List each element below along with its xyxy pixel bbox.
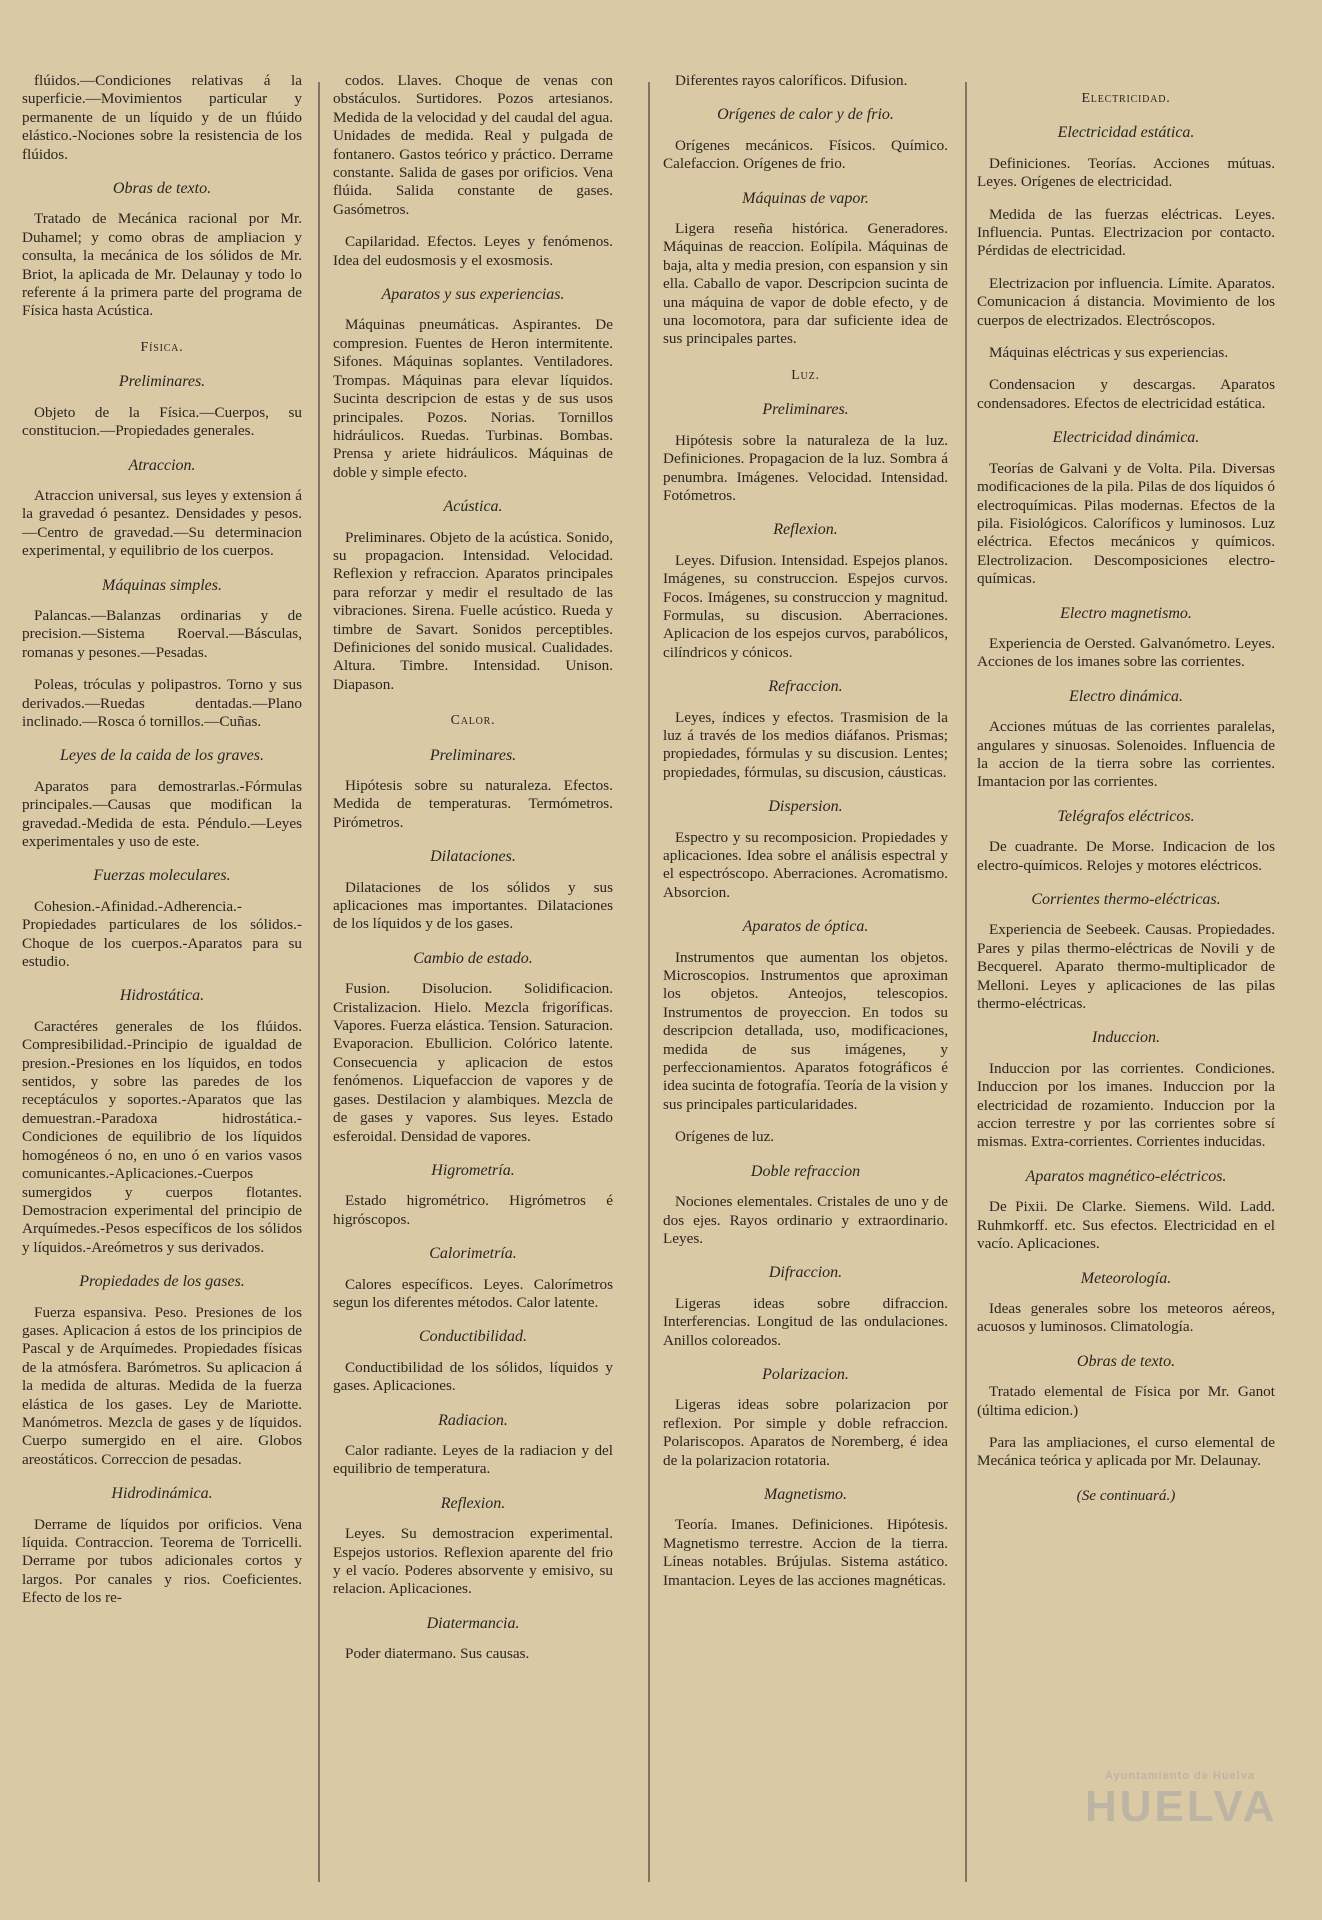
section-heading: Conductibilidad. — [419, 1328, 527, 1346]
section-heading: Meteorología. — [1080, 1269, 1172, 1287]
column-divider — [965, 82, 967, 1882]
section-heading: Electro magnetismo. — [1060, 604, 1192, 622]
section-heading: Difraccion. — [768, 1264, 843, 1282]
section-heading: Aparatos de óptica. — [742, 918, 869, 936]
paragraph: Instrumentos que aumentan los objetos. Microscopios. Instrumentos que aproximan los objetos. Anteojos, telescopios. Instrumentos de proyeccion. En todos su descripcion detallada, uso, modificaciones, medida de sus imágenes, y perfeccionamientos. Aparatos fotográficos é idea sucinta de fotografía. Teoría de la vision y sus principales particularidades. — [663, 948, 949, 1113]
paragraph: Ideas generales sobre los meteoros aéreos, acuosos y luminosos. Climatología. — [977, 1299, 1275, 1336]
section-heading: Preliminares. — [429, 746, 517, 764]
section-heading: Reflexion. — [440, 1494, 506, 1512]
paragraph: Estado higrométrico. Higrómetros é higróscopos. — [333, 1192, 613, 1228]
paragraph: Poleas, tróculas y polipastros. Torno y sus derivados.—Ruedas dentadas.—Plano inclinado.—Rosca ó tornillos.—Cuñas. — [22, 676, 302, 730]
paragraph: Hipótesis sobre su naturaleza. Efectos. Medida de temperaturas. Termómetros. Pirómetros. — [333, 777, 613, 831]
section-heading: Calor. — [450, 713, 496, 729]
paragraph: Fuerza espansiva. Peso. Presiones de los gases. Aplicacion á estos de los principios de Pascal y de Arquímedes. Propiedades físicas de la atmósfera. Barómetros. Su aplicacion á la medida de alturas. Medida de la fuerza elástica de los gases. Ley de Mariotte. Manómetros. Mezcla de gases y de líquidos. Cuerpo sumergido en el aire. Globos areostáticos. Correccion de pesadas. — [22, 1303, 302, 1468]
paragraph: Nociones elementales. Cristales de uno y de dos ejes. Rayos ordinario y extraordinario. Leyes. — [663, 1193, 948, 1247]
section-heading: Leyes de la caida de los graves. — [60, 747, 264, 765]
paragraph: Derrame de líquidos por orificios. Vena líquida. Contraccion. Teorema de Torricelli. Derrame por tubos adicionales cortos y largos. Por canales y rios. Coeficientes. Efecto de los re- — [22, 1515, 302, 1607]
section-heading: Doble refraccion — [750, 1162, 861, 1180]
paragraph: Atraccion universal, sus leyes y extension á la gravedad ó pesantez. Densidades y pesos.—Centro de gravedad.—Su determinacion experimental, y equilibrio de los cuerpos. — [22, 486, 302, 560]
paragraph: Máquinas pneumáticas. Aspirantes. De compresion. Fuentes de Heron intermitente. Sifones. Máquinas soplantes. Ventiladores. Trompas. Máquinas para elevar líquidos. Sucinta descripcion de estas y de sus usos principales. Pozos. Norias. Tornillos hidráulicos. Ruedas. Turbinas. Bombas. Prensa y ariete hidráulicos. Máquinas de doble y simple efecto. — [333, 316, 613, 481]
section-heading: Radiacion. — [438, 1411, 508, 1429]
section-heading: Magnetismo. — [763, 1485, 848, 1503]
paragraph: Medida de las fuerzas eléctricas. Leyes. Influencia. Puntas. Electrizacion por contacto. Pérdidas de electricidad. — [977, 205, 1275, 260]
section-heading: Induccion. — [1092, 1029, 1160, 1047]
section-heading: Fuerzas moleculares. — [93, 867, 231, 885]
column-2 — [333, 72, 613, 1678]
section-heading: Acústica. — [443, 498, 503, 516]
paragraph: codos. Llaves. Choque de venas con obstáculos. Surtidores. Pozos artesianos. Medida de la velocidad y del caudal del agua. Unidades de medida. Real y pulgada de fontanero. Gastos teórico y práctico. Derrame constante. Salida de gases por orificios. Vena flúida. Salida constante de gases. Gasómetros. — [333, 72, 613, 218]
paragraph: Experiencia de Oersted. Galvanómetro. Leyes. Acciones de los imanes sobre las corrientes. — [977, 634, 1275, 671]
paragraph: Objeto de la Física.—Cuerpos, su constitucion.—Propiedades generales. — [22, 403, 302, 440]
paragraph: De Pixii. De Clarke. Siemens. Wild. Ladd. Ruhmkorff. etc. Sus efectos. Electricidad en el vacío. Aplicaciones. — [977, 1198, 1275, 1253]
paragraph: Condensacion y descargas. Aparatos condensadores. Efectos de electricidad estática. — [977, 376, 1275, 412]
paragraph: Máquinas eléctricas y sus experiencias. — [989, 344, 1229, 362]
column-3 — [663, 72, 948, 1604]
continuation-note: (Se continuará.) — [1076, 1486, 1176, 1504]
section-heading: Física. — [140, 339, 184, 355]
section-heading: Máquinas de vapor. — [742, 189, 869, 207]
section-heading: Dispersion. — [768, 798, 843, 816]
section-heading: Electro dinámica. — [1068, 687, 1184, 705]
section-heading: Hidrodinámica. — [111, 1485, 213, 1503]
paragraph: Leyes. Su demostracion experimental. Espejos ustorios. Reflexion aparente del frio y el vacío. Poderes absorvente y emisivo, su relacion. Aplicaciones. — [333, 1525, 613, 1598]
paragraph: Para las ampliaciones, el curso elemental de Mecánica teórica y aplicada por Mr. Delaunay. — [977, 1433, 1275, 1470]
section-heading: Reflexion. — [773, 521, 838, 539]
paragraph: Capilaridad. Efectos. Leyes y fenómenos. Idea del eudosmosis y el exosmosis. — [333, 233, 613, 269]
section-heading: Corrientes thermo-eléctricas. — [1031, 891, 1221, 908]
paragraph: Induccion por las corrientes. Condiciones. Induccion por los imanes. Induccion por la electricidad de rozamiento. Induccion por la accion terrestre y por las corrientes sobre sí mismas. Extra-corrientes. Corrientes inducidas. — [977, 1059, 1275, 1151]
paragraph: Aparatos para demostrarlas.-Fórmulas principales.—Causas que modifican la gravedad.-Medida de esta. Péndulo.—Leyes experimentales y uso de este. — [22, 777, 302, 850]
section-heading: Preliminares. — [762, 401, 849, 419]
paragraph: Palancas.—Balanzas ordinarias y de precision.—Sistema Roerval.—Básculas, romanas y pesones.—Pesadas. — [22, 606, 302, 661]
paragraph: flúidos.—Condiciones relativas á la superficie.—Movimientos particular y permanente de un líquido y de un flúido elástico.-Nociones sobre la resistencia de los flúidos. — [22, 72, 302, 163]
paragraph: Caractéres generales de los flúidos. Compresibilidad.-Principio de igualdad de presion.-Presiones en los líquidos, en todos sentidos, y sobre las paredes de los receptáculos y soportes.-Aparatos que las demuestran.-Paradoxa hidrostática.-Condiciones de equilibrio de los líquidos homogéneos ó no, en uno ó en varios vasos comunicantes.-Aplicaciones.-Cuerpos sumergidos y cuerpos flotantes. Demostracion experimental del principio de Arquímedes.-Pesos específicos de los sólidos y líquidos.-Areómetros y sus derivados. — [22, 1017, 302, 1256]
column-1 — [22, 72, 302, 1622]
paragraph: Orígenes mecánicos. Físicos. Químico. Calefaccion. Orígenes de frio. — [663, 136, 948, 173]
section-heading: Electricidad estática. — [1057, 124, 1195, 142]
paragraph: Dilataciones de los sólidos y sus aplicaciones mas importantes. Dilataciones de los líquidos y de los gases. — [333, 878, 613, 933]
paragraph: Calor radiante. Leyes de la radiacion y del equilibrio de temperatura. — [333, 1441, 613, 1478]
paragraph: Ligeras ideas sobre polarizacion por reflexion. Por simple y doble refraccion. Polariscopos. Aparatos de Noremberg, é idea de la polarizacion rotatoria. — [663, 1396, 948, 1469]
paragraph: Ligera reseña histórica. Generadores. Máquinas de reaccion. Eolípila. Máquinas de baja, alta y media presion, con espansion y sin ella. Caballo de vapor. Descripcion sucinta de una máquina de vapor de doble efecto, y de una locomotora, para dar suficiente idea de sus principales partes. — [663, 220, 948, 348]
paragraph: Leyes, índices y efectos. Trasmision de la luz á través de los medios diáfanos. Prismas; propiedades, fórmulas y su discusion. Lentes; propiedades, fórmulas, su discusion, cáusticas. — [663, 708, 948, 781]
section-heading: Electricidad dinámica. — [1052, 429, 1200, 447]
paragraph: Tratado de Mecánica racional por Mr. Duhamel; y como obras de ampliacion y consulta, la mecánica de los sólidos de Mr. Briot, la aplicada de Mr. Delaunay y todo lo referente á la primera parte del programa de Física hasta Acústica. — [22, 210, 302, 320]
section-heading: Polarizacion. — [762, 1365, 849, 1383]
paragraph: Calores específicos. Leyes. Calorímetros segun los diferentes métodos. Calor latente. — [333, 1275, 613, 1311]
section-heading: Diatermancia. — [426, 1614, 520, 1632]
paragraph: Fusion. Disolucion. Solidificacion. Cristalizacion. Hielo. Mezcla frigoríficas. Vapores. Fuerza elástica. Tension. Saturacion. Evaporacion. Ebullicion. Colórico latente. Consecuencia y aplicacion de estos fenómenos. Liquefaccion de vapores y de gases. Destilacion y alambiques. Mezcla de de gases y vapores. Sus leyes. Estado esferoidal. Densidad de vapores. — [333, 980, 613, 1145]
section-heading: Telégrafos eléctricos. — [1057, 807, 1195, 825]
section-heading: Máquinas simples. — [102, 576, 222, 594]
paragraph: Teoría. Imanes. Definiciones. Hipótesis. Magnetismo terrestre. Accion de la tierra. Líneas notables. Brújulas. Sistema astático. Imantacion. Leyes de las acciones magnéticas. — [663, 1516, 948, 1589]
section-heading: Aparatos magnético-eléctricos. — [1025, 1167, 1227, 1185]
paragraph: Experiencia de Seebeek. Causas. Propiedades. Pares y pilas thermo-eléctricas de Novili y de Becquerel. Aparato thermo-multiplicador de Melloni. Leyes y aplicaciones de las pilas thermo-eléctricas. — [977, 921, 1275, 1013]
paragraph: Electrizacion por influencia. Límite. Aparatos. Comunicacion á distancia. Movimiento de los cuerpos de electrizados. Electróscopos. — [977, 274, 1275, 329]
paragraph: Definiciones. Teorías. Acciones mútuas. Leyes. Orígenes de electricidad. — [977, 154, 1275, 191]
paragraph: De cuadrante. De Morse. Indicacion de los electro-químicos. Relojes y motores eléctricos. — [977, 838, 1275, 874]
paragraph: Preliminares. Objeto de la acústica. Sonido, su propagacion. Intensidad. Velocidad. Reflexion y refraccion. Aparatos principales para reforzar y medir el resultado de las vibraciones. Sirena. Fuelle acústico. Rueda y timbre de Savart. Sonidos perceptibles. Definiciones del sonido musical. Cualidades. Altura. Timbre. Intensidad. Unison. Diapason. — [333, 528, 613, 693]
column-divider — [318, 82, 320, 1882]
section-heading: Obras de texto. — [1076, 1352, 1176, 1370]
paragraph: Teorías de Galvani y de Volta. Pila. Diversas modificaciones de la pila. Pilas de dos líquidos ó electroquímicas. Pilas modernas. Efectos de la pila. Fisiológicos. Caloríficos y luminosos. Luz eléctrica. Efectos mecánicos y químicos. Electrolizacion. Descomposiciones electro-químicas. — [977, 459, 1275, 588]
section-heading: Obras de texto. — [112, 180, 212, 198]
paragraph: Espectro y su recomposicion. Propiedades y aplicaciones. Idea sobre el análisis espectral y el espectróscopo. Aberraciones. Acromatismo. Absorcion. — [663, 828, 948, 901]
section-heading: Atraccion. — [128, 456, 196, 474]
section-heading: Dilataciones. — [430, 848, 516, 866]
section-heading: Propiedades de los gases. — [79, 1273, 245, 1291]
paragraph: Ligeras ideas sobre difraccion. Interferencias. Longitud de las ondulaciones. Anillos coloreados. — [663, 1294, 948, 1349]
paragraph: Hipótesis sobre la naturaleza de la luz. Definiciones. Propagacion de la luz. Sombra á penumbra. Imágenes. Velocidad. Intensidad. Fotómetros. — [663, 431, 948, 504]
paragraph: Tratado elemental de Física por Mr. Ganot (última edicion.) — [977, 1383, 1275, 1419]
section-heading: Cambio de estado. — [413, 949, 533, 967]
section-heading: Preliminares. — [118, 373, 206, 391]
section-heading: Electricidad. — [1081, 91, 1171, 106]
section-heading: Orígenes de calor y de frio. — [717, 106, 894, 124]
paragraph: Orígenes de luz. — [675, 1128, 775, 1146]
section-heading: Aparatos y sus experiencias. — [381, 286, 565, 304]
paragraph: Leyes. Difusion. Intensidad. Espejos planos. Imágenes, su construccion. Espejos curvos. Focos. Imágenes, su construccion y magnitud. Formulas, su discusion. Aberraciones. Aplicacion de los espejos curvos, parabólicos, cilíndricos y cónicos. — [663, 551, 948, 661]
section-heading: Higrometría. — [431, 1161, 515, 1179]
section-heading: Luz. — [791, 367, 820, 383]
section-heading: Refraccion. — [768, 678, 843, 696]
library-watermark: Ayuntamiento de Huelva HUELVA — [1085, 1770, 1278, 1831]
paragraph: Cohesion.-Afinidad.-Adherencia.-Propiedades particulares de los sólidos.-Choque de los cuerpos.-Aparatos para su estudio. — [22, 897, 302, 971]
column-divider — [648, 82, 650, 1882]
paragraph: Poder diatermano. Sus causas. — [345, 1645, 530, 1663]
column-4 — [977, 72, 1275, 1521]
section-heading: Calorimetría. — [429, 1245, 517, 1263]
paragraph: Diferentes rayos caloríficos. Difusion. — [675, 72, 908, 89]
paragraph: Conductibilidad de los sólidos, líquidos y gases. Aplicaciones. — [333, 1358, 613, 1395]
paragraph: Acciones mútuas de las corrientes paralelas, angulares y sinuosas. Solenoides. Influencia de la accion de la tierra sobre las corrientes. Imantacion por las corrientes. — [977, 718, 1275, 791]
section-heading: Hidrostática. — [119, 987, 205, 1005]
